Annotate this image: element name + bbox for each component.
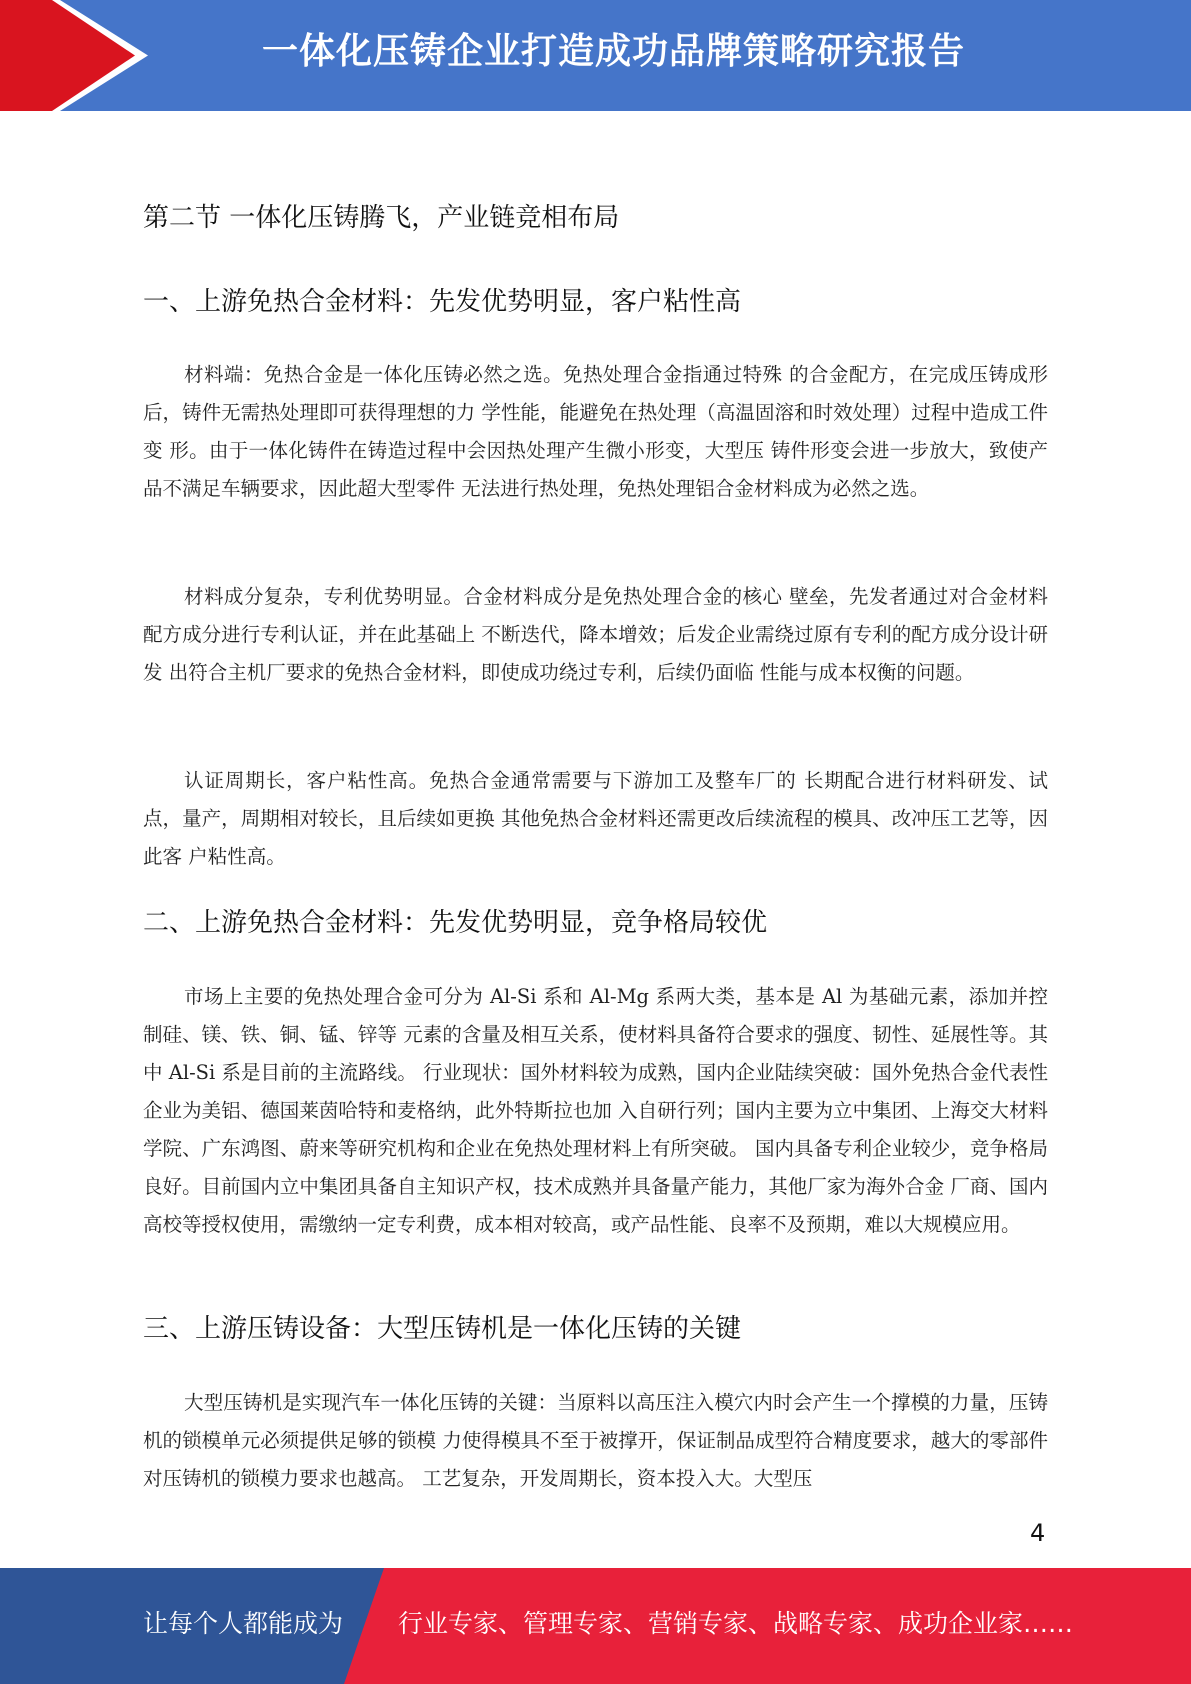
header-chevron-decoration <box>0 0 160 111</box>
heading-2: 二、上游免热合金材料：先发优势明显，竞争格局较优 <box>143 908 768 938</box>
page-number: 4 <box>1030 1519 1046 1547</box>
paragraph-5: 大型压铸机是实现汽车一体化压铸的关键：当原料以高压注入模穴内时会产生一个撑模的力量，压铸机的锁模单元必须提供足够的锁模 力使得模具不至于被撑开，保证制品成型符合精度要求，越大的零部件对压铸机的锁模力要求也越高。 工艺复杂，开发周期长，资本投入大。大型压 <box>143 1391 1048 1490</box>
paragraph-4: 市场上主要的免热处理合金可分为 Al-Si 系和 Al-Mg 系两大类，基本是 Al 为基础元素，添加并控制硅、镁、铁、铜、锰、锌等 元素的含量及相互关系，使材料具备符合要求的强度、韧性、延展性等。其中 Al-Si 系是目前的主流路线。 行业现状：国外材料较为成熟，国内企业陆续突破：国外免热合金代表性企业为美铝、德国莱茵哈特和麦格纳，此外特斯拉也加 入自研行列；国内主要为立中集团、上海交大材料学院、广东鸿图、蔚来等研究机构和企业在免热处理材料上有所突破。 国内具备专利企业较少，竞争格局良好。目前国内立中集团具备自主知识产权，技术成熟并具备量产能力，其他厂家为海外合金 厂商、国内高校等授权使用，需缴纳一定专利费，成本相对较高，或产品性能、良率不及预期，难以大规模应用。 <box>143 985 1048 1236</box>
footer-banner <box>0 1568 1191 1684</box>
report-title: 一体化压铸企业打造成功品牌策略研究报告 <box>262 31 966 72</box>
paragraph-3: 认证周期长，客户粘性高。免热合金通常需要与下游加工及整车厂的 长期配合进行材料研发、试点，量产，周期相对较长，且后续如更换 其他免热合金材料还需更改后续流程的模具、改冲压工艺等，因此客 户粘性高。 <box>143 769 1048 868</box>
header-banner <box>0 0 1191 111</box>
footer-slogan-right: 行业专家、管理专家、营销专家、战略专家、成功企业家…… <box>398 1609 1074 1638</box>
paragraph-2: 材料成分复杂，专利优势明显。合金材料成分是免热处理合金的核心 壁垒，先发者通过对合金材料配方成分进行专利认证，并在此基础上 不断迭代，降本增效；后发企业需绕过原有专利的配方成分设计研发 出符合主机厂要求的免热合金材料，即使成功绕过专利，后续仍面临 性能与成本权衡的问题。 <box>143 585 1048 684</box>
heading-3: 三、上游压铸设备：大型压铸机是一体化压铸的关键 <box>143 1314 742 1344</box>
section-title: 第二节 一体化压铸腾飞，产业链竞相布局 <box>143 203 620 233</box>
paragraph-1: 材料端：免热合金是一体化压铸必然之选。免热处理合金指通过特殊 的合金配方，在完成压铸成形后，铸件无需热处理即可获得理想的力 学性能，能避免在热处理（高温固溶和时效处理）过程中造成工件变 形。由于一体化铸件在铸造过程中会因热处理产生微小形变，大型压 铸件形变会进一步放大，致使产品不满足车辆要求，因此超大型零件 无法进行热处理，免热处理铝合金材料成为必然之选。 <box>143 363 1048 500</box>
footer-slogan-left: 让每个人都能成为 <box>143 1609 344 1638</box>
heading-1: 一、上游免热合金材料：先发优势明显，客户粘性高 <box>143 287 742 317</box>
